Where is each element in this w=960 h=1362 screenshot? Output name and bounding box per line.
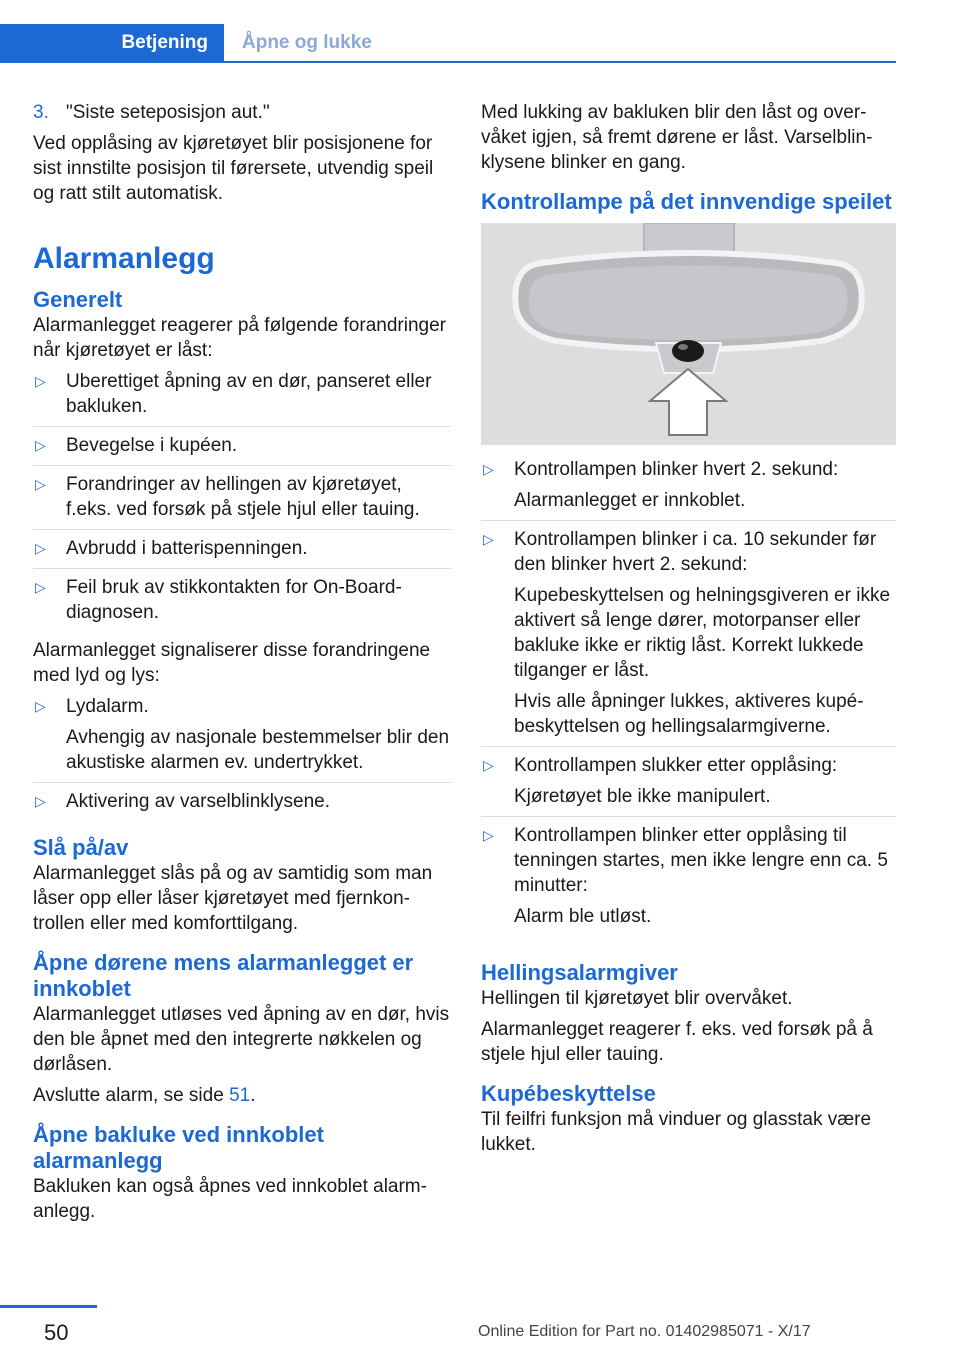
left-column xyxy=(33,100,451,1230)
step-text: "Siste seteposisjon aut." xyxy=(66,102,270,123)
list-item: ▷ Aktivering av varselblinklysene. xyxy=(35,791,331,812)
helling-text-1: Hellingen til kjøretøyet blir overvåket. xyxy=(481,988,793,1009)
triangle-bullet-icon: ▷ xyxy=(35,793,46,809)
step-3 xyxy=(33,100,451,125)
header-tabs xyxy=(0,24,896,62)
triangle-bullet-icon: ▷ xyxy=(35,698,46,714)
bakluke-heading: Åpne bakluke ved innkoblet alarmanlegg xyxy=(33,1122,324,1173)
page-51-link[interactable]: 51 xyxy=(229,1085,251,1106)
aapne-doer-text: Alarmanlegget utløses ved åpning av en dør, hvis den ble åpnet med den integrerte nøkkelen og dørlåsen. xyxy=(33,1004,450,1075)
triangle-bullet-icon: ▷ xyxy=(35,579,46,595)
bakluke-text: Bakluken kan også åpnes ved innkoblet alarmanlegg. xyxy=(33,1176,427,1222)
generelt-list xyxy=(33,369,451,632)
slaa-heading: Slå på/av xyxy=(33,835,129,860)
triangle-bullet-icon: ▷ xyxy=(483,757,494,773)
kontroll-heading: Kontrollampe på det innvendige speilet xyxy=(481,189,892,214)
triangle-bullet-icon: ▷ xyxy=(483,827,494,843)
signal-intro: Alarmanlegget signaliserer disse forandringene med lyd og lys: xyxy=(33,640,431,686)
step-description: Ved opplåsing av kjøretøyet blir posisjonene for sist innstilte posisjon til førersete, utvendig speil og ratt stilt automatisk. xyxy=(33,133,434,204)
list-item: ▷ Uberettiget åpning av en dør, panseret eller bakluken. xyxy=(33,369,451,427)
edition-note: Online Edition for Part no. 01402985071 - X/17 xyxy=(478,1323,811,1340)
tab-betjening[interactable]: Betjening xyxy=(0,24,224,61)
aapne-doer-heading: Åpne dørene mens alarmanlegget er innkoblet xyxy=(33,950,414,1001)
kupe-text: Til feilfri funksjon må vinduer og glasstak være lukket. xyxy=(481,1109,872,1155)
triangle-bullet-icon: ▷ xyxy=(483,531,494,547)
helling-heading: Hellingsalarmgiver xyxy=(481,960,678,985)
triangle-bullet-icon: ▷ xyxy=(35,540,46,556)
list-item: ▷ Lydalarm. Avhengig av nasjonale bestemmelser blir den akustiske alarmen ev. undertrykket. xyxy=(33,694,451,783)
right-column xyxy=(481,100,896,1163)
mirror-illustration xyxy=(481,223,896,445)
triangle-bullet-icon: ▷ xyxy=(35,476,46,492)
bakluke-continued: Med lukking av bakluken blir den låst og overvåket igjen, så fremt dørene er låst. Varselblinklysene blinker en gang. xyxy=(481,102,873,173)
header-rule xyxy=(0,61,896,63)
list-item: ▷ Kontrollampen blinker hvert 2. sekund: Alarmanlegget er innkoblet. xyxy=(481,457,896,521)
list-item: ▷ Kontrollampen slukker etter opplåsing: Kjøretøyet ble ikke manipulert. xyxy=(481,753,896,817)
generelt-intro: Alarmanlegget reagerer på følgende forandringer når kjøretøyet er låst: xyxy=(33,315,446,361)
list-item: ▷ Kontrollampen blinker etter opplåsing til tenningen startes, men ikke lengre enn ca. 5 minutter: Alarm ble utløst. xyxy=(483,825,888,927)
rearview-mirror-icon xyxy=(481,223,896,445)
tab-aapne-og-lukke[interactable]: Åpne og lukke xyxy=(242,32,372,53)
generelt-heading: Generelt xyxy=(33,287,123,312)
list-item: ▷ Kontrollampen blinker i ca. 10 sekunder før den blinker hvert 2. sekund: Kupebeskyttelsen og helningsgiveren er ikke aktivert så lenge dører, motorpanser eller bakluke ikke er riktig låst. Korrekt lukkede tilganger er låst. Hvis alle åpninger lukkes, aktiveres kupébeskyttelsen og hellingsalarmgiverne. xyxy=(481,527,896,747)
list-item: ▷ Forandringer av hellingen av kjøretøyet, f.eks. ved forsøk på stjele hjul eller tauing. xyxy=(33,472,451,530)
kontroll-list xyxy=(481,457,896,936)
page-number: 50 xyxy=(44,1320,69,1345)
list-item: ▷ Feil bruk av stikkontakten for On-Board-diagnosen. xyxy=(35,577,402,623)
triangle-bullet-icon: ▷ xyxy=(35,373,46,389)
footer-rule xyxy=(0,1305,97,1308)
page-title: Alarmanlegg xyxy=(33,242,215,275)
slaa-text: Alarmanlegget slås på og av samtidig som man låser opp eller låser kjøretøyet med fjernkontrollen eller med komforttilgang. xyxy=(33,863,433,934)
kupe-heading: Kupébeskyttelse xyxy=(481,1081,656,1106)
step-number: 3. xyxy=(33,102,49,123)
triangle-bullet-icon: ▷ xyxy=(483,461,494,477)
triangle-bullet-icon: ▷ xyxy=(35,437,46,453)
signal-list xyxy=(33,694,451,821)
list-item: ▷ Bevegelse i kupéen. xyxy=(33,433,451,466)
helling-text-2: Alarmanlegget reagerer f. eks. ved forsøk på å stjele hjul eller tauing. xyxy=(481,1019,873,1065)
avslutte-line: Avslutte alarm, se side 51. xyxy=(33,1085,256,1106)
list-item: ▷ Avbrudd i batterispenningen. xyxy=(33,536,451,569)
